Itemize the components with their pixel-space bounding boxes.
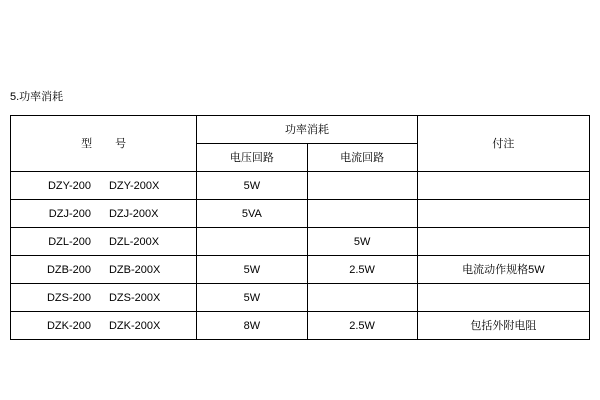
cell-voltage: 5W [197, 256, 307, 284]
cell-note: 电流动作规格5W [417, 256, 589, 284]
cell-note [417, 200, 589, 228]
model-code-a: DZK-200 [46, 319, 91, 332]
header-cell-model [11, 116, 197, 172]
cell-note [417, 172, 589, 200]
header-cell-note: 付注 [417, 116, 589, 172]
cell-current: 2.5W [307, 312, 417, 340]
table-row [11, 200, 590, 228]
table-row [11, 284, 590, 312]
cell-note: 包括外附电阻 [417, 312, 589, 340]
cell-note [417, 228, 589, 256]
cell-model [11, 284, 197, 312]
table-row [11, 256, 590, 284]
table-row [11, 172, 590, 200]
cell-voltage: 8W [197, 312, 307, 340]
cell-model [11, 172, 197, 200]
table-row [11, 312, 590, 340]
cell-current [307, 172, 417, 200]
table-row [11, 228, 590, 256]
cell-model [11, 256, 197, 284]
model-code-b: DZK-200X [108, 319, 161, 332]
header-model-label: 型 号 [81, 137, 133, 150]
header-cell-current-circuit: 电流回路 [307, 144, 417, 172]
table-header-row-1 [11, 116, 590, 144]
model-code-b: DZS-200X [108, 291, 161, 304]
model-code-a: DZB-200 [46, 263, 91, 276]
model-code-b: DZJ-200X [108, 207, 159, 220]
cell-voltage: 5W [197, 172, 307, 200]
cell-model [11, 312, 197, 340]
cell-model [11, 228, 197, 256]
model-code-a: DZJ-200 [48, 207, 91, 220]
header-cell-power-group: 功率消耗 [197, 116, 417, 144]
header-cell-voltage-circuit: 电压回路 [197, 144, 307, 172]
cell-note [417, 284, 589, 312]
cell-model [11, 200, 197, 228]
power-consumption-table-wrapper [10, 115, 590, 340]
cell-voltage [197, 228, 307, 256]
cell-current [307, 200, 417, 228]
model-code-b: DZL-200X [108, 235, 160, 248]
cell-current: 2.5W [307, 256, 417, 284]
model-code-a: DZY-200 [47, 179, 91, 192]
section-title: 5.功率消耗 [10, 91, 64, 103]
cell-voltage: 5W [197, 284, 307, 312]
power-consumption-table [10, 115, 590, 340]
cell-current [307, 284, 417, 312]
model-code-b: DZY-200X [108, 179, 160, 192]
model-code-b: DZB-200X [108, 263, 161, 276]
cell-current: 5W [307, 228, 417, 256]
cell-voltage: 5VA [197, 200, 307, 228]
model-code-a: DZS-200 [46, 291, 91, 304]
model-code-a: DZL-200 [48, 235, 91, 248]
